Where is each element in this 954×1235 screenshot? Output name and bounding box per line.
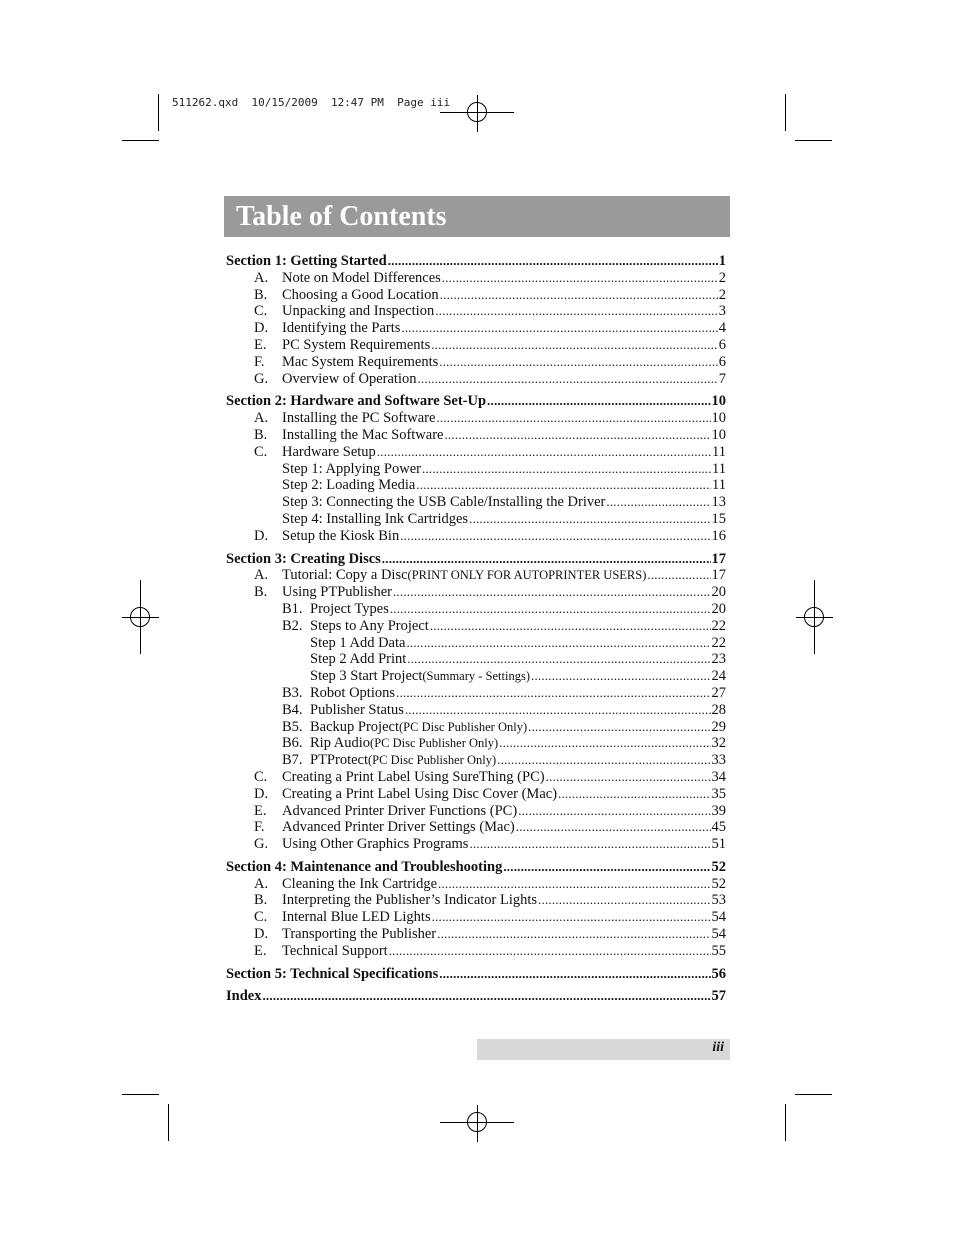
- toc-entry-page: 35: [711, 785, 726, 802]
- toc-entry-page: 54: [711, 926, 726, 943]
- toc-entry-title: Advanced Printer Driver Functions (PC): [282, 802, 518, 819]
- toc-entry-title: Index: [226, 988, 262, 1005]
- toc-entry-row: [226, 926, 726, 943]
- toc-entry-title: Step 1: Applying Power: [282, 460, 421, 477]
- toc-entry-letter: B5.: [282, 718, 303, 735]
- toc-entry-page: 51: [711, 836, 726, 853]
- toc-entry-note: (PRINT ONLY FOR AUTOPRINTER USERS): [407, 568, 647, 583]
- toc-entry-letter: A.: [254, 269, 269, 286]
- dot-leader: [417, 371, 717, 388]
- toc-entry-title: Step 3 Start Project: [310, 668, 423, 685]
- toc-entry-page: 16: [711, 527, 726, 544]
- toc-entry-title: Step 2 Add Print: [310, 651, 407, 668]
- toc-entry-row: [226, 337, 726, 354]
- dot-leader: [431, 337, 718, 354]
- dot-leader: [407, 651, 710, 668]
- toc-entry-title: PC System Requirements: [282, 336, 431, 353]
- dot-leader: [436, 410, 710, 427]
- toc-entry-letter: D.: [254, 926, 269, 943]
- toc-entry-page: 52: [711, 858, 726, 875]
- toc-entry-letter: A.: [254, 410, 269, 427]
- toc-entry-page: 1: [718, 253, 726, 269]
- dot-leader: [416, 477, 711, 494]
- dot-leader: [437, 926, 710, 943]
- toc-entry-letter: D.: [254, 527, 269, 544]
- toc-entry-row: [226, 477, 726, 494]
- toc-entry-letter: B3.: [282, 684, 303, 701]
- dot-leader: [469, 511, 710, 528]
- dot-leader: [439, 354, 717, 371]
- dot-leader: [401, 320, 717, 337]
- toc-entry-row: [226, 803, 726, 820]
- toc-entry-page: 39: [711, 802, 726, 819]
- dot-leader: [606, 494, 710, 511]
- toc-entry-page: 54: [711, 909, 726, 926]
- toc-entry-row: [226, 528, 726, 545]
- toc-entry-row: [226, 320, 726, 337]
- toc-entry-page: 33: [711, 752, 726, 769]
- toc-entry-letter: B.: [254, 426, 268, 443]
- toc-entry-page: 11: [712, 443, 726, 460]
- toc-entry-letter: B6.: [282, 735, 303, 752]
- toc-entry-letter: D.: [254, 785, 269, 802]
- toc-entry-page: 23: [711, 651, 726, 668]
- toc-entry-title: Interpreting the Publisher’s Indicator Lights: [282, 892, 538, 909]
- toc-entry-row: [226, 303, 726, 320]
- toc-entry-row: [226, 511, 726, 528]
- toc-entry-title: Using PTPublisher: [282, 584, 392, 601]
- toc-entry-letter: E.: [254, 336, 267, 353]
- dot-leader: [528, 719, 710, 736]
- slug-line: 511262.qxd 10/15/2009 12:47 PM Page iii: [172, 96, 451, 109]
- toc-entry-page: 10: [711, 426, 726, 443]
- dot-leader: [388, 253, 718, 270]
- dot-leader: [516, 819, 711, 836]
- dot-leader: [406, 635, 710, 652]
- toc-entry-title: Advanced Printer Driver Settings (Mac): [282, 819, 515, 836]
- toc-entry-row: [226, 371, 726, 388]
- toc-entry-note: (PC Disc Publisher Only): [399, 719, 528, 734]
- toc-entry-row: [226, 909, 726, 926]
- toc-entry-row: [226, 427, 726, 444]
- toc-section-row: [226, 988, 726, 1005]
- toc-entry-page: 22: [711, 634, 726, 651]
- toc-entry-row: [226, 287, 726, 304]
- toc-entry-page: 17: [711, 567, 726, 584]
- toc-entry-letter: B2.: [282, 617, 303, 634]
- dot-leader: [382, 551, 711, 568]
- dot-leader: [558, 786, 710, 803]
- toc-entry-title: Step 3: Connecting the USB Cable/Installing the Driver: [282, 494, 606, 511]
- toc-entry-letter: A.: [254, 567, 269, 584]
- toc-entry-page: 22: [711, 617, 726, 634]
- toc-entry-letter: E.: [254, 802, 267, 819]
- toc-entry-row: [226, 836, 726, 853]
- toc-entry-title: Internal Blue LED Lights: [282, 909, 431, 926]
- toc-entry-title: Section 2: Hardware and Software Set-Up: [226, 393, 487, 410]
- toc-entry-note: (PC Disc Publisher Only): [368, 753, 497, 768]
- toc-entry-note: (PC Disc Publisher Only): [370, 736, 499, 751]
- toc-entry-title: Backup Project: [310, 718, 399, 735]
- dot-leader: [435, 303, 718, 320]
- toc-entry-page: 13: [711, 494, 726, 511]
- toc-entry-page: 6: [718, 336, 726, 353]
- toc-entry-row: [226, 567, 726, 584]
- toc-entry-letter: D.: [254, 320, 269, 337]
- dot-leader: [438, 876, 710, 893]
- toc-entry-title: Hardware Setup: [282, 443, 376, 460]
- toc-entry-row: [226, 892, 726, 909]
- toc-entry-row: [226, 719, 726, 736]
- toc-entry-row: [226, 354, 726, 371]
- dot-leader: [405, 702, 711, 719]
- toc-entry-title: Identifying the Parts: [282, 320, 401, 337]
- toc-entry-row: [226, 769, 726, 786]
- toc-entry-page: 17: [711, 550, 726, 567]
- toc-entry-row: [226, 461, 726, 478]
- toc-entry-row: [226, 444, 726, 461]
- dot-leader: [440, 287, 718, 304]
- toc-entry-title: Installing the PC Software: [282, 410, 436, 427]
- toc-entry-letter: B1.: [282, 600, 303, 617]
- toc-entry-page: 24: [711, 668, 726, 685]
- toc-entry-page: 10: [711, 410, 726, 427]
- footer-bar: [477, 1039, 730, 1060]
- toc-entry-page: 11: [712, 477, 726, 494]
- toc-entry-row: [226, 943, 726, 960]
- dot-leader: [518, 803, 710, 820]
- toc-entry-row: [226, 685, 726, 702]
- toc-entry-title: Section 3: Creating Discs: [226, 550, 381, 567]
- toc-entry-row: [226, 752, 726, 769]
- toc-entry-title: PTProtect: [310, 752, 368, 769]
- toc-entry-row: [226, 584, 726, 601]
- toc-section-row: [226, 966, 726, 983]
- table-of-contents: [226, 253, 726, 1005]
- toc-entry-row: [226, 270, 726, 287]
- dot-leader: [487, 393, 710, 410]
- dot-leader: [499, 735, 710, 752]
- toc-entry-letter: B7.: [282, 752, 303, 769]
- dot-leader: [389, 943, 711, 960]
- toc-entry-page: 2: [718, 286, 726, 303]
- dot-leader: [396, 685, 711, 702]
- toc-entry-page: 53: [711, 892, 726, 909]
- dot-leader: [422, 461, 711, 478]
- toc-entry-title: Creating a Print Label Using SureThing (PC): [282, 768, 545, 785]
- toc-entry-page: 52: [711, 875, 726, 892]
- toc-entry-title: Step 4: Installing Ink Cartridges: [282, 510, 469, 527]
- toc-entry-letter: C.: [254, 303, 268, 320]
- dot-leader: [647, 567, 710, 584]
- dot-leader: [393, 584, 711, 601]
- dot-leader: [546, 769, 711, 786]
- toc-entry-page: 29: [711, 718, 726, 735]
- toc-entry-letter: B.: [254, 286, 268, 303]
- dot-leader: [503, 859, 710, 876]
- toc-entry-title: Using Other Graphics Programs: [282, 836, 469, 853]
- toc-entry-letter: C.: [254, 443, 268, 460]
- toc-entry-letter: C.: [254, 909, 268, 926]
- toc-entry-row: [226, 601, 726, 618]
- toc-entry-title: Project Types: [310, 600, 389, 617]
- toc-entry-letter: F.: [254, 819, 265, 836]
- toc-entry-title: Step 2: Loading Media: [282, 477, 416, 494]
- toc-entry-note: (Summary - Settings): [422, 669, 531, 684]
- toc-entry-title: Creating a Print Label Using Disc Cover (Mac): [282, 785, 558, 802]
- toc-entry-page: 10: [711, 393, 726, 410]
- title-banner: [224, 196, 730, 237]
- toc-entry-row: [226, 668, 726, 685]
- toc-entry-page: 28: [711, 701, 726, 718]
- toc-entry-title: Setup the Kiosk Bin: [282, 527, 400, 544]
- dot-leader: [469, 836, 710, 853]
- toc-entry-letter: C.: [254, 768, 268, 785]
- toc-entry-page: 57: [711, 988, 726, 1005]
- toc-entry-letter: G.: [254, 370, 269, 387]
- toc-entry-letter: B.: [254, 892, 268, 909]
- dot-leader: [262, 988, 710, 1005]
- toc-entry-page: 15: [711, 510, 726, 527]
- toc-entry-letter: F.: [254, 353, 265, 370]
- toc-entry-title: Note on Model Differences: [282, 269, 441, 286]
- dot-leader: [444, 427, 710, 444]
- toc-section-row: [226, 393, 726, 410]
- toc-entry-page: 20: [711, 584, 726, 601]
- toc-entry-row: [226, 876, 726, 893]
- toc-entry-row: [226, 651, 726, 668]
- toc-entry-page: 32: [711, 735, 726, 752]
- toc-entry-letter: B4.: [282, 701, 303, 718]
- toc-entry-page: 3: [718, 303, 726, 320]
- toc-entry-title: Rip Audio: [310, 735, 371, 752]
- toc-entry-title: Robot Options: [310, 684, 395, 701]
- toc-entry-title: Cleaning the Ink Cartridge: [282, 875, 438, 892]
- toc-entry-page: 56: [711, 965, 726, 982]
- toc-entry-row: [226, 735, 726, 752]
- toc-entry-page: 55: [711, 942, 726, 959]
- toc-entry-letter: A.: [254, 875, 269, 892]
- toc-entry-row: [226, 410, 726, 427]
- toc-entry-title: Transporting the Publisher: [282, 926, 437, 943]
- toc-entry-page: 20: [711, 600, 726, 617]
- toc-entry-row: [226, 786, 726, 803]
- dot-leader: [442, 270, 718, 287]
- toc-entry-page: 7: [718, 370, 726, 387]
- dot-leader: [390, 601, 711, 618]
- toc-entry-page: 34: [711, 768, 726, 785]
- toc-entry-page: 6: [718, 353, 726, 370]
- dot-leader: [497, 752, 710, 769]
- dot-leader: [538, 892, 710, 909]
- toc-entry-title: Mac System Requirements: [282, 353, 439, 370]
- toc-entry-title: Choosing a Good Location: [282, 286, 439, 303]
- toc-entry-title: Section 5: Technical Specifications: [226, 965, 439, 982]
- toc-entry-row: [226, 702, 726, 719]
- dot-leader: [432, 909, 711, 926]
- dot-leader: [439, 966, 710, 983]
- toc-entry-page: 4: [718, 320, 726, 337]
- toc-entry-title: Unpacking and Inspection: [282, 303, 435, 320]
- dot-leader: [377, 444, 711, 461]
- page-title: Table of Contents: [236, 201, 447, 232]
- toc-section-row: [226, 253, 726, 270]
- dot-leader: [430, 618, 711, 635]
- toc-entry-page: 2: [718, 269, 726, 286]
- toc-entry-row: [226, 635, 726, 652]
- toc-entry-title: Publisher Status: [310, 701, 404, 718]
- toc-entry-title: Section 1: Getting Started: [226, 253, 387, 269]
- toc-entry-page: 11: [712, 460, 726, 477]
- toc-section-row: [226, 551, 726, 568]
- toc-entry-title: Installing the Mac Software: [282, 426, 444, 443]
- toc-entry-row: [226, 819, 726, 836]
- dot-leader: [531, 668, 710, 685]
- toc-entry-row: [226, 618, 726, 635]
- toc-entry-title: Overview of Operation: [282, 370, 417, 387]
- toc-entry-letter: G.: [254, 836, 269, 853]
- toc-entry-page: 27: [711, 684, 726, 701]
- toc-entry-page: 45: [711, 819, 726, 836]
- dot-leader: [400, 528, 710, 545]
- toc-entry-title: Steps to Any Project: [310, 617, 429, 634]
- toc-entry-row: [226, 494, 726, 511]
- toc-entry-title: Step 1 Add Data: [310, 634, 406, 651]
- toc-entry-title: Tutorial: Copy a Disc: [282, 567, 408, 584]
- toc-entry-title: Section 4: Maintenance and Troubleshooting: [226, 858, 503, 875]
- page-number: iii: [712, 1040, 724, 1055]
- toc-entry-title: Technical Support: [282, 942, 388, 959]
- toc-entry-letter: B.: [254, 584, 268, 601]
- toc-entry-letter: E.: [254, 942, 267, 959]
- toc-section-row: [226, 859, 726, 876]
